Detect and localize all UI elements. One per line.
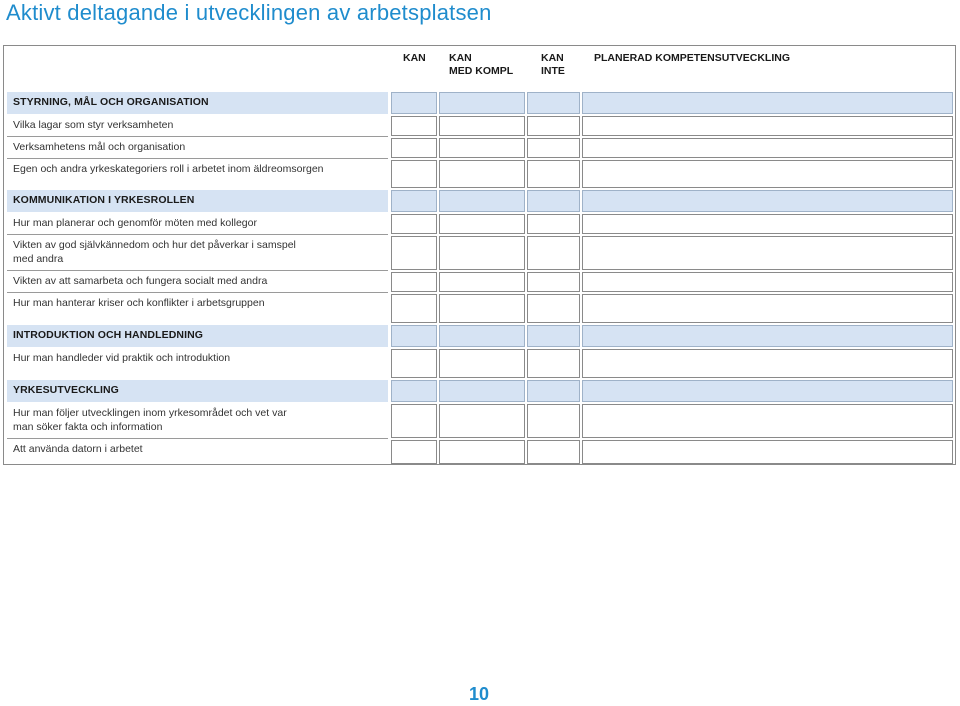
kan-inte-cell[interactable]	[527, 272, 580, 292]
row-label: Vikten av att samarbeta och fungera socialt med andra	[13, 275, 268, 287]
section-cell	[391, 92, 437, 114]
kan-med-kompl-cell[interactable]	[439, 160, 525, 188]
section-cell	[439, 325, 525, 347]
col-header-planerad: PLANERAD KOMPETENSUTVECKLING	[594, 52, 791, 64]
row-label: Vikten av god självkännedom och hur det påverkar i samspel	[13, 239, 296, 251]
row-divider	[7, 234, 388, 235]
planerad-kompetensutveckling-cell[interactable]	[582, 214, 953, 234]
row-label: med andra	[13, 253, 64, 265]
page-title: Aktivt deltagande i utvecklingen av arbetsplatsen	[6, 0, 492, 25]
kan-inte-cell[interactable]	[527, 116, 580, 136]
section-cell	[527, 190, 580, 212]
kan-cell[interactable]	[391, 272, 437, 292]
section-cell	[582, 190, 953, 212]
section-header-yrkesutveckling	[7, 380, 388, 402]
kan-cell[interactable]	[391, 236, 437, 270]
row-divider	[7, 292, 388, 293]
kan-inte-cell[interactable]	[527, 294, 580, 323]
section-header-kommunikation	[7, 190, 388, 212]
col-header-kan-inte-line1: KAN	[541, 52, 564, 64]
section-cell	[582, 92, 953, 114]
kan-med-kompl-cell[interactable]	[439, 349, 525, 378]
planerad-kompetensutveckling-cell[interactable]	[582, 116, 953, 136]
col-header-kan-med-kompl-line1: KAN	[449, 52, 472, 64]
row-divider	[7, 136, 388, 137]
kan-inte-cell[interactable]	[527, 160, 580, 188]
section-cell	[582, 325, 953, 347]
planerad-kompetensutveckling-cell[interactable]	[582, 349, 953, 378]
section-cell	[439, 380, 525, 402]
row-label: man söker fakta och information	[13, 421, 163, 433]
row-label: Hur man hanterar kriser och konflikter i arbetsgruppen	[13, 297, 265, 309]
kan-med-kompl-cell[interactable]	[439, 236, 525, 270]
section-cell	[439, 92, 525, 114]
planerad-kompetensutveckling-cell[interactable]	[582, 160, 953, 188]
row-divider	[7, 158, 388, 159]
planerad-kompetensutveckling-cell[interactable]	[582, 294, 953, 323]
col-header-kan: KAN	[403, 52, 426, 64]
kan-med-kompl-cell[interactable]	[439, 404, 525, 438]
kan-med-kompl-cell[interactable]	[439, 214, 525, 234]
section-cell	[527, 92, 580, 114]
section-title: YRKESUTVECKLING	[13, 384, 119, 396]
planerad-kompetensutveckling-cell[interactable]	[582, 272, 953, 292]
row-divider	[7, 438, 388, 439]
row-label: Hur man planerar och genomför möten med kollegor	[13, 217, 257, 229]
row-label: Att använda datorn i arbetet	[13, 443, 143, 455]
row-label: Hur man handleder vid praktik och introduktion	[13, 352, 231, 364]
col-header-kan-inte-line2: INTE	[541, 65, 565, 77]
section-header-styrning	[7, 92, 388, 114]
row-label: Egen och andra yrkeskategoriers roll i arbetet inom äldreomsorgen	[13, 163, 324, 175]
section-title: KOMMUNIKATION I YRKESROLLEN	[13, 194, 195, 206]
kan-inte-cell[interactable]	[527, 138, 580, 158]
row-label: Verksamhetens mål och organisation	[13, 141, 186, 153]
planerad-kompetensutveckling-cell[interactable]	[582, 236, 953, 270]
row-label: Vilka lagar som styr verksamheten	[13, 119, 174, 131]
planerad-kompetensutveckling-cell[interactable]	[582, 138, 953, 158]
kan-inte-cell[interactable]	[527, 214, 580, 234]
row-label: Hur man följer utvecklingen inom yrkesområdet och vet var	[13, 407, 287, 419]
kan-cell[interactable]	[391, 160, 437, 188]
section-cell	[391, 380, 437, 402]
col-header-kan-med-kompl-line2: MED KOMPL	[449, 65, 514, 77]
kan-cell[interactable]	[391, 214, 437, 234]
kan-cell[interactable]	[391, 294, 437, 323]
kan-med-kompl-cell[interactable]	[439, 272, 525, 292]
kan-cell[interactable]	[391, 349, 437, 378]
section-title: INTRODUKTION OCH HANDLEDNING	[13, 329, 204, 341]
kan-cell[interactable]	[391, 440, 437, 464]
section-cell	[527, 380, 580, 402]
kan-cell[interactable]	[391, 116, 437, 136]
kan-med-kompl-cell[interactable]	[439, 138, 525, 158]
planerad-kompetensutveckling-cell[interactable]	[582, 440, 953, 464]
kan-med-kompl-cell[interactable]	[439, 440, 525, 464]
kan-med-kompl-cell[interactable]	[439, 116, 525, 136]
planerad-kompetensutveckling-cell[interactable]	[582, 404, 953, 438]
kan-inte-cell[interactable]	[527, 349, 580, 378]
kan-inte-cell[interactable]	[527, 440, 580, 464]
kan-inte-cell[interactable]	[527, 404, 580, 438]
section-header-introduktion	[7, 325, 388, 347]
section-cell	[582, 380, 953, 402]
kan-cell[interactable]	[391, 138, 437, 158]
section-title: STYRNING, MÅL OCH ORGANISATION	[13, 96, 209, 108]
section-cell	[439, 190, 525, 212]
section-cell	[391, 325, 437, 347]
page-number: 10	[469, 684, 490, 704]
section-cell	[391, 190, 437, 212]
kan-med-kompl-cell[interactable]	[439, 294, 525, 323]
row-divider	[7, 270, 388, 271]
kan-inte-cell[interactable]	[527, 236, 580, 270]
kan-cell[interactable]	[391, 404, 437, 438]
section-cell	[527, 325, 580, 347]
